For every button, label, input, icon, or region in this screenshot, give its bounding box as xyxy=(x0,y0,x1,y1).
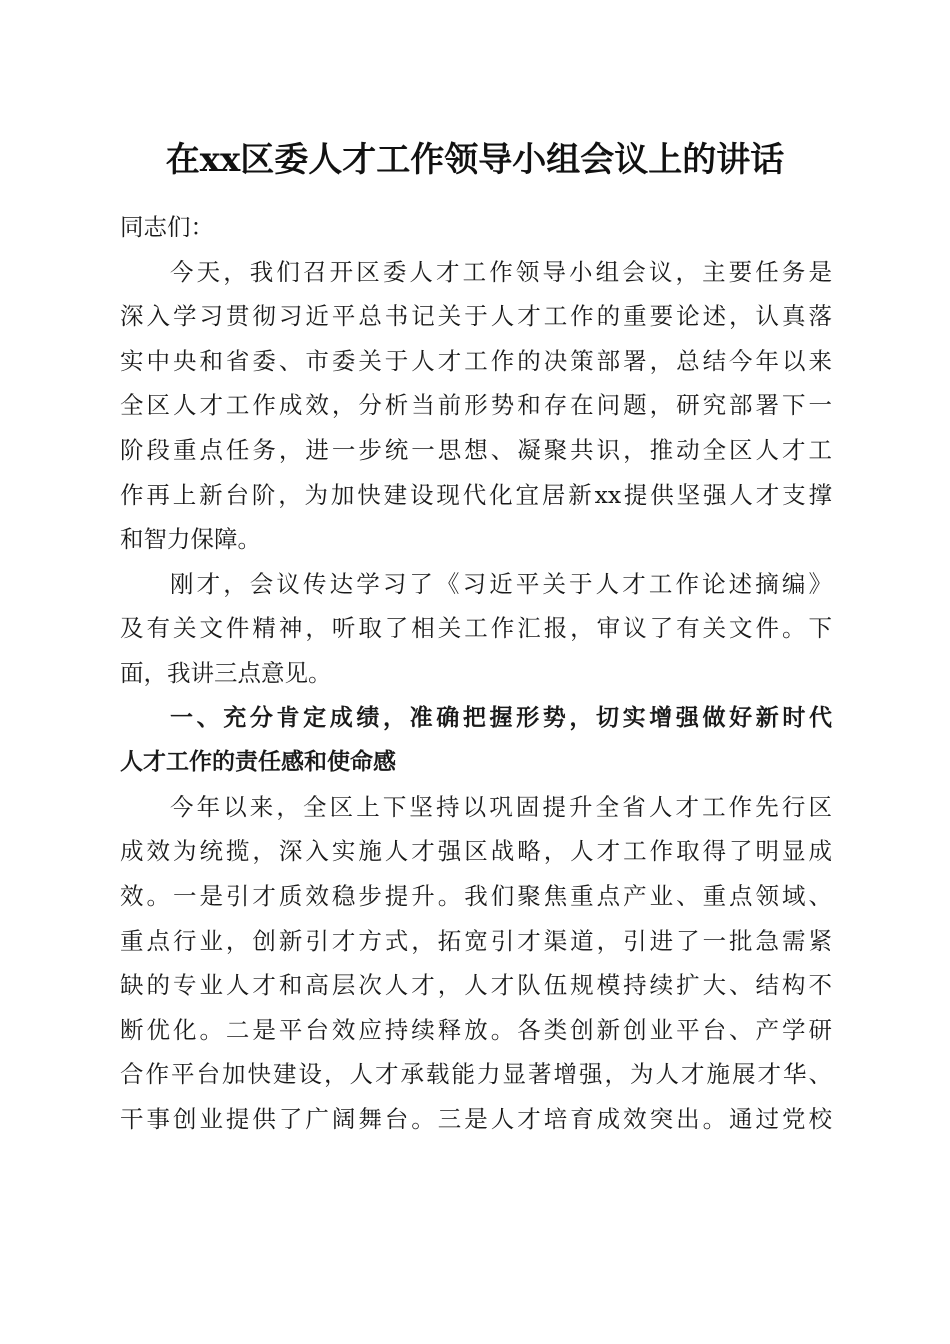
paragraph-1-line: 和智力保障。 xyxy=(120,525,261,554)
paragraph-3-line: 今年以来，全区上下坚持以巩固提升全省人才工作先行区 xyxy=(170,792,832,821)
document-body xyxy=(120,205,832,1141)
paragraph-3-line: 干事创业提供了广阔舞台。三是人才培育成效突出。通过党校 xyxy=(120,1104,832,1133)
paragraph-3-line: 合作平台加快建设，人才承载能力显著增强，为人才施展才华、 xyxy=(120,1060,832,1089)
paragraph-3-line: 效。一是引才质效稳步提升。我们聚焦重点产业、重点领域、 xyxy=(120,881,832,910)
paragraph-2-line: 及有关文件精神，听取了相关工作汇报，审议了有关文件。下 xyxy=(120,614,832,643)
paragraph-1-line: 阶段重点任务，进一步统一思想、凝聚共识，推动全区人才工 xyxy=(120,435,832,464)
paragraph-1-line: 作再上新台阶，为加快建设现代化宜居新xx提供坚强人才支撑 xyxy=(120,480,832,509)
paragraph-3-line: 断优化。二是平台效应持续释放。各类创新创业平台、产学研 xyxy=(120,1015,832,1044)
paragraph-1-line: 实中央和省委、市委关于人才工作的决策部署，总结今年以来 xyxy=(120,346,832,375)
paragraph-2-line: 刚才，会议传达学习了《习近平关于人才工作论述摘编》 xyxy=(170,569,832,598)
section-heading-line: 人才工作的责任感和使命感 xyxy=(120,749,396,776)
paragraph-1-line: 今天，我们召开区委人才工作领导小组会议，主要任务是 xyxy=(170,257,832,286)
paragraph-3-line: 成效为统揽，深入实施人才强区战略，人才工作取得了明显成 xyxy=(120,837,832,866)
paragraph-1-line: 全区人才工作成效，分析当前形势和存在问题，研究部署下一 xyxy=(120,391,832,420)
paragraph-3-line: 缺的专业人才和高层次人才，人才队伍规模持续扩大、结构不 xyxy=(120,971,832,1000)
document-title: 在xx区委人才工作领导小组会议上的讲话 xyxy=(165,140,785,180)
paragraph-3-line: 重点行业，创新引才方式，拓宽引才渠道，引进了一批急需紧 xyxy=(120,926,832,955)
salutation: 同志们： xyxy=(120,213,214,241)
section-heading-line: 一、充分肯定成绩，准确把握形势，切实增强做好新时代 xyxy=(170,704,832,731)
paragraph-2-line: 面，我讲三点意见。 xyxy=(120,658,332,687)
paragraph-1-line: 深入学习贯彻习近平总书记关于人才工作的重要论述，认真落 xyxy=(120,302,832,331)
